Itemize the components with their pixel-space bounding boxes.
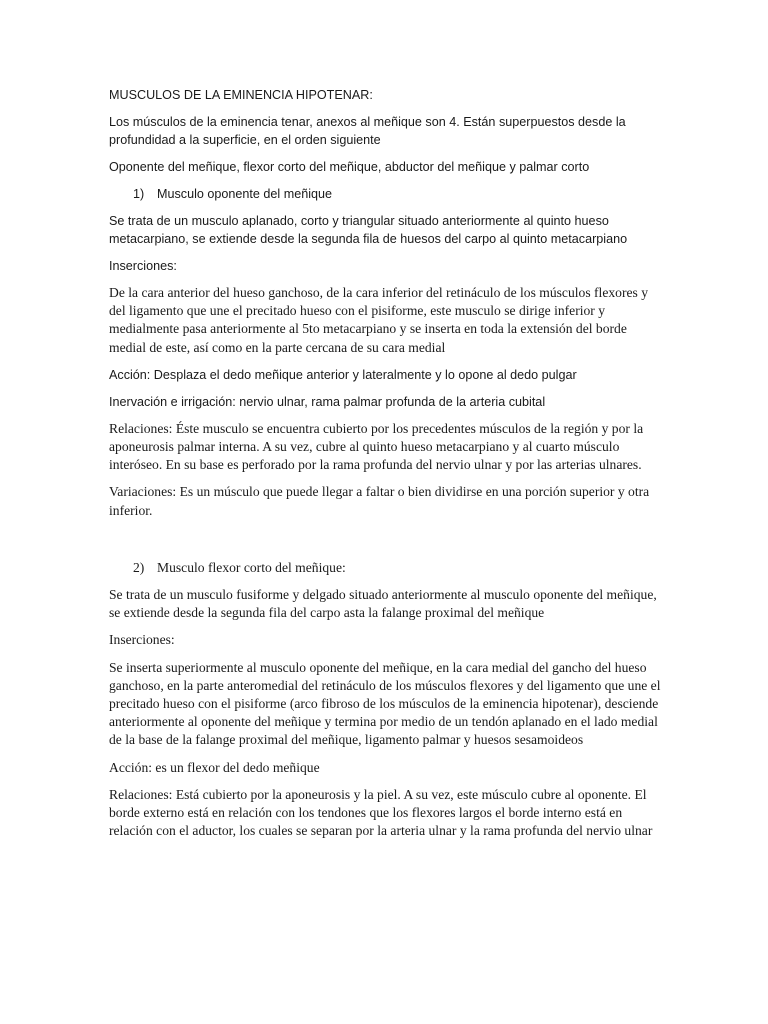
section-2-number: 2) <box>133 559 145 575</box>
section-1-insertions-label: Inserciones: <box>109 259 177 273</box>
section-2-heading <box>109 559 661 577</box>
section-1-variations: Variaciones: Es un músculo que puede llegar a faltar o bien dividirse en una porción superior y otra inferior. <box>109 484 650 518</box>
section-2-insertions-label: Inserciones: <box>109 632 175 648</box>
section-1-heading <box>109 185 661 203</box>
intro-paragraph: Los músculos de la eminencia tenar, anexos al meñique son 4. Están superpuestos desde la profundidad a la superficie, en el orden siguiente <box>109 115 626 147</box>
section-1-title: Musculo oponente del meñique <box>157 187 333 201</box>
muscle-order-paragraph: Oponente del meñique, flexor corto del meñique, abductor del meñique y palmar corto <box>109 160 590 174</box>
section-1-description: Se trata de un musculo aplanado, corto y triangular situado anteriormente al quinto hueso metacarpiano, se extiende desde la segunda fila de huesos del carpo al quinto metacarpiano <box>109 214 628 246</box>
section-1-relations: Relaciones: Éste musculo se encuentra cubierto por los precedentes músculos de la región y por la aponeurosis palmar interna. A su vez, cubre al quinto hueso metacarpiano y al cuarto músculo interóseo. En su base es perforado por la rama profunda del nervio ulnar y por las arterias ulnares. <box>109 420 644 473</box>
section-2-action: Acción: es un flexor del dedo meñique <box>109 759 320 775</box>
document-title: MUSCULOS DE LA EMINENCIA HIPOTENAR: <box>109 88 373 102</box>
section-2-description: Se trata de un musculo fusiforme y delgado situado anteriormente al musculo oponente del meñique, se extiende desde la segunda fila del carpo asta la falange proximal del meñique <box>109 587 657 621</box>
section-1-action: Acción: Desplaza el dedo meñique anterior y lateralmente y lo opone al dedo pulgar <box>109 367 577 382</box>
section-2-relations: Relaciones: Está cubierto por la aponeurosis y la piel. A su vez, este músculo cubre al oponente. El borde externo está en relación con los tendones que los flexores largos el borde interno está en relación con el aductor, los cuales se separan por la arteria ulnar y la rama profunda del nervio ulnar <box>109 786 653 839</box>
section-1-insertions: De la cara anterior del hueso ganchoso, de la cara inferior del retináculo de los músculos flexores y del ligamento que une el precitado hueso con el pisiforme, este musculo se dirige inferior y medialmente pasa anteriormente al 5to metacarpiano y se inserta en toda la extensión del borde medial de este, así como en la parte cercana de su cara medial <box>109 285 649 355</box>
section-1-number: 1) <box>133 187 145 201</box>
section-1-innervation: Inervación e irrigación: nervio ulnar, rama palmar profunda de la arteria cubital <box>109 394 546 409</box>
section-2-insertions: Se inserta superiormente al musculo oponente del meñique, en la cara medial del gancho del hueso ganchoso, en la parte anteromedial del retináculo de los músculos flexores y del ligamento que une el precitado hueso con el pisiforme (arco fibroso de los músculos de la eminencia hipotenar), desciende anteriormente al oponente del meñique y termina por medio de un tendón aplanado en el lado medial de la base de la falange proximal del meñique, ligamento palmar y huesos sesamoideos <box>109 659 661 748</box>
document-page <box>109 86 661 849</box>
section-2-title: Musculo flexor corto del meñique: <box>157 559 346 575</box>
section-spacer <box>109 529 661 559</box>
